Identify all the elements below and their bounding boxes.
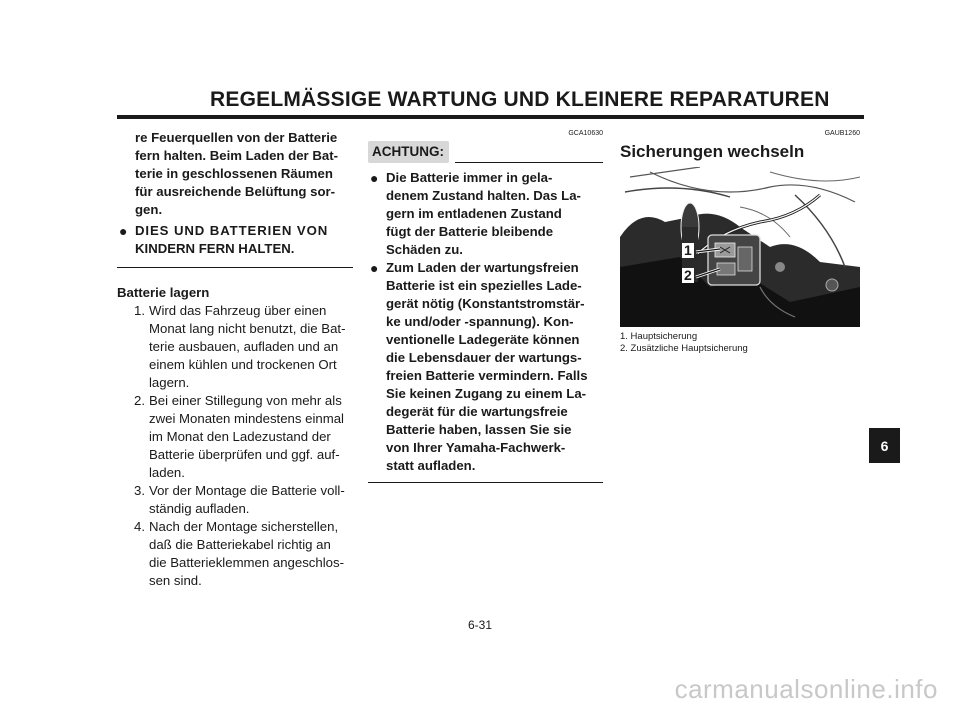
list-item: 2. Bei einer Stillegung von mehr als zwei Monaten mindestens einmal im Monat den Ladezustand der Batterie überprüfen und ggf. auf- laden. bbox=[134, 393, 344, 480]
text-line: DIES UND BATTERIEN VON bbox=[135, 223, 329, 238]
bullet-icon: ● bbox=[119, 223, 128, 239]
text-line: gen. bbox=[135, 202, 163, 217]
warning-end-rule bbox=[117, 267, 353, 268]
caution-bullet: ● Die Batterie immer in gela- denem Zustand halten. Das La- gern im entladenen Zustand fügt der Batterie bleibende Schäden zu. bbox=[370, 170, 581, 257]
watermark: carmanualsonline.info bbox=[674, 674, 938, 704]
warning-bullet bbox=[117, 222, 353, 258]
reference-code: GCA10630 bbox=[568, 130, 603, 137]
callout-label-1: 1 bbox=[684, 242, 692, 258]
page-header-title: REGELMÄSSIGE WARTUNG UND KLEINERE REPARATUREN bbox=[210, 88, 830, 111]
section-title: Batterie lagern bbox=[117, 285, 210, 300]
caution-bullet: ● Zum Laden der wartungsfreien Batterie ist ein spezielles Lade- gerät nötig (Konstantstromstär- ke und/oder -spannung). Kon- ventionelle Ladegeräte können die Lebensdauer der wartungs- freien Batterie vermindern. Falls Sie keinen Zugang zu einem La- degerät für die wartungsfreie Batterie haben, lassen Sie sie von Ihrer Yamaha-Fachwerk- statt aufladen. bbox=[370, 260, 588, 473]
column-right bbox=[620, 129, 860, 355]
storage-list bbox=[117, 302, 353, 590]
text-line: terie in geschlossenen Räumen bbox=[135, 166, 333, 181]
header-rule bbox=[117, 115, 864, 119]
text-line: für ausreichende Belüftung sor- bbox=[135, 184, 336, 199]
caution-header-rule bbox=[455, 162, 603, 163]
reference-code: GAUB1260 bbox=[824, 130, 860, 137]
warning-continuation bbox=[117, 129, 353, 219]
caution-badge: ACHTUNG: bbox=[368, 141, 449, 163]
text-line: KINDERN FERN HALTEN. bbox=[135, 241, 295, 256]
bullet-icon: ● bbox=[370, 170, 379, 186]
caption-line: 2. Zusätzliche Hauptsicherung bbox=[620, 343, 748, 354]
chapter-tab: 6 bbox=[869, 428, 900, 463]
text-line: fern halten. Beim Laden der Bat- bbox=[135, 148, 338, 163]
text-line: re Feuerquellen von der Batterie bbox=[135, 130, 338, 145]
caution-body bbox=[368, 169, 603, 475]
column-middle bbox=[368, 129, 603, 483]
caption-line: 1. Hauptsicherung bbox=[620, 331, 698, 342]
bullet-icon: ● bbox=[370, 260, 379, 276]
fuse-photo bbox=[620, 167, 860, 327]
column-left bbox=[117, 129, 353, 590]
caution-end-rule bbox=[368, 482, 603, 483]
page-number: 6-31 bbox=[467, 618, 493, 632]
callout-label-2: 2 bbox=[684, 267, 692, 283]
list-item: 4. Nach der Montage sicherstellen, daß die Batteriekabel richtig an die Batterieklemmen angeschlos- sen sind. bbox=[134, 519, 344, 588]
fuse-photo-illustration bbox=[620, 167, 860, 327]
list-item: 1. Wird das Fahrzeug über einen Monat lang nicht benutzt, die Bat- terie ausbauen, aufladen und an einem kühlen und trockenen Ort lagern. bbox=[134, 303, 346, 390]
caution-header bbox=[368, 141, 603, 163]
photo-captions bbox=[620, 331, 860, 355]
list-item: 3. Vor der Montage die Batterie voll- ständig aufladen. bbox=[134, 483, 345, 516]
section-heading: Sicherungen wechseln bbox=[620, 142, 805, 161]
